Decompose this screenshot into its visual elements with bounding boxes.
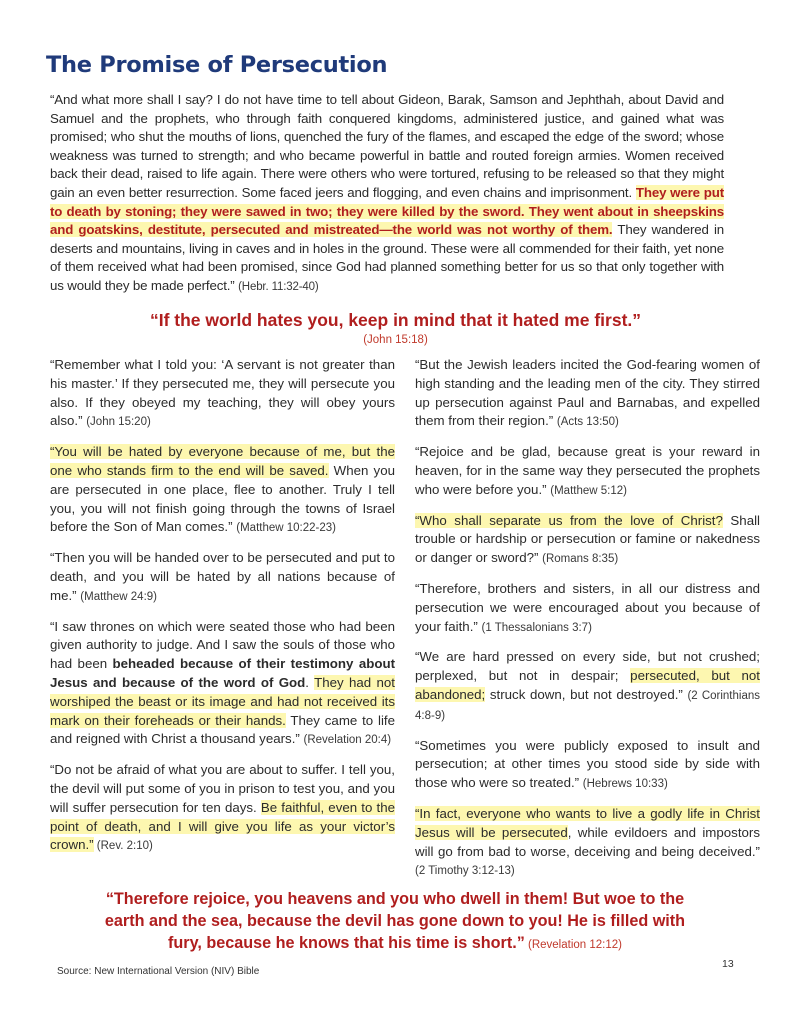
verse-reference: (1 Thessalonians 3:7) (481, 621, 592, 634)
verse-text: When you are persecuted in one place, flee to another. Truly I tell you, you will not finish going through the towns of Israel before the Son of Man comes.” (50, 462, 395, 535)
verse-text: “Remember what I told you: ‘A servant is not greater than his master.’ If they persecuted me, they will persecute you also. If they obeyed my teaching, they will obey yours also.” (50, 357, 395, 429)
verse-acts-13-50 (415, 356, 760, 432)
verse-reference: (John 15:20) (86, 416, 151, 429)
page-number: 13 (722, 958, 734, 970)
verse-reference: (Acts 13:50) (556, 416, 619, 429)
verse-reference: (2 Timothy 3:12-13) (415, 865, 515, 878)
pull-quote-revelation (100, 888, 690, 956)
verse-reference: (Romans 8:35) (542, 553, 619, 566)
right-column (415, 356, 760, 892)
verse-john-15-20 (50, 356, 395, 432)
verse-highlight: They had not worshiped the beast or its image and had not received its mark on their foreheads or their hands. (50, 674, 395, 728)
verse-text: “I saw thrones on which were seated those who had been given authority to judge. And I saw the souls of those who had been (50, 618, 395, 672)
verse-matthew-24-9 (50, 549, 395, 606)
verse-matthew-5-12 (415, 443, 760, 500)
verse-highlight: “You will be hated by everyone because of me, but the one who stands firm to the end will be saved. (50, 444, 395, 478)
intro-text-after: They wandered in deserts and mountains, living in caves and in holes in the ground. These were all commended for their faith, yet none of them received what had been promised, since God had planned something better for us so that only together with us would they be made perfect.” (50, 222, 724, 293)
verse-reference: (Revelation 20:4) (303, 734, 392, 747)
source-note: Source: New International Version (NIV) Bible (57, 966, 260, 977)
verse-text: Shall trouble or hardship or persecution or famine or nakedness or danger or sword?” (415, 512, 760, 566)
verse-highlight: “In fact, everyone who wants to live a godly life in Christ Jesus will be persecuted (415, 805, 760, 840)
verse-romans-8-35 (415, 512, 760, 569)
pull-quote-text: “Therefore rejoice, you heavens and you who dwell in them! But woe to the earth and the sea, because the devil has gone down to you! He is filled with fury, because he knows that his time is short.” (104, 890, 686, 952)
verse-highlight: “Who shall separate us from the love of Christ? (415, 512, 723, 528)
verse-text: “Rejoice and be glad, because great is your reward in heaven, for in the same way they persecuted the prophets who were before you.” (415, 444, 760, 497)
verse-text: “We are hard pressed on every side, but not crushed; perplexed, but not in despair; (415, 649, 760, 684)
verse-text: . (305, 674, 315, 690)
verse-reference: (Matthew 10:22-23) (236, 522, 336, 535)
verse-2-corinthians-4-8 (415, 648, 760, 725)
verse-2-timothy-3-12 (415, 805, 760, 881)
pull-quote-john: “If the world hates you, keep in mind that it hated me first.” (149, 310, 642, 330)
verse-revelation-2-10 (50, 761, 395, 856)
intro-reference: (Hebr. 11:32-40) (238, 280, 319, 293)
verse-text: They came to life and reigned with Christ a thousand years.” (50, 712, 395, 747)
pull-quote-reference: (Revelation 12:12) (524, 939, 622, 951)
verse-text: “Therefore, brothers and sisters, in all our distress and persecution we were encouraged about you because of your faith.” (415, 580, 760, 634)
verse-reference: (Matthew 24:9) (80, 590, 157, 603)
verse-text: “Then you will be handed over to be persecuted and put to death, and you will be hated by all nations because of me.” (50, 550, 395, 603)
left-column (50, 356, 395, 867)
verse-reference: (Matthew 5:12) (550, 484, 627, 497)
page-title: The Promise of Persecution (46, 52, 388, 78)
verse-hebrews-10-33 (415, 737, 760, 794)
intro-highlight: They were put to death by stoning; they were sawed in two; they were killed by the sword. They went about in sheepskins and goatskins, destitute, persecuted and mistreated—the world was not worthy of them. (50, 184, 724, 238)
verse-reference: (Rev. 2:10) (93, 840, 153, 853)
verse-text: “Do not be afraid of what you are about to suffer. I tell you, the devil will put some of you in prison to test you, and you will suffer persecution for ten days. (50, 762, 395, 815)
verse-text: “Sometimes you were publicly exposed to insult and persecution; at other times you stood side by side with those who were so treated.” (415, 737, 760, 791)
intro-quote (50, 91, 724, 297)
verse-text: struck down, but not destroyed.” (485, 686, 688, 702)
verse-reference: (2 Corinthians 4:8-9) (415, 689, 760, 722)
verse-matthew-10-22 (50, 443, 395, 538)
verse-bold: beheaded because of their testimony about Jesus and because of the word of God (50, 656, 396, 690)
intro-text: “And what more shall I say? I do not have time to tell about Gideon, Barak, Samson and Jephthah, about David and Samuel and the prophets, who through faith conquered kingdoms, administered justice, and gained what was promised; who shut the mouths of lions, quenched the fury of the flames, and escaped the edge of the sword; whose weakness was turned to strength; and who became powerful in battle and routed foreign armies. Women received back their dead, raised to life again. There were others who were tortured, refusing to be released so that they might gain an even better resurrection. Some faced jeers and flogging, and even chains and imprisonment. (50, 92, 724, 200)
verse-highlight: Be faithful, even to the point of death, and I will give you life as your victor’s crown.” (50, 799, 395, 853)
verse-reference: (Hebrews 10:33) (582, 778, 668, 791)
verse-1-thessalonians-3-7 (415, 580, 760, 637)
verse-text: , while evildoers and impostors will go from bad to worse, deceiving and being deceived.” (415, 824, 760, 859)
verse-text: “But the Jewish leaders incited the God-fearing women of high standing and the leading men of the city. They stirred up persecution against Paul and Barnabas, and expelled them from their region.” (415, 357, 760, 429)
verse-revelation-20-4 (50, 618, 395, 751)
verse-highlight: persecuted, but not abandoned; (415, 668, 761, 702)
pull-quote-john-reference: (John 15:18) (363, 334, 428, 346)
